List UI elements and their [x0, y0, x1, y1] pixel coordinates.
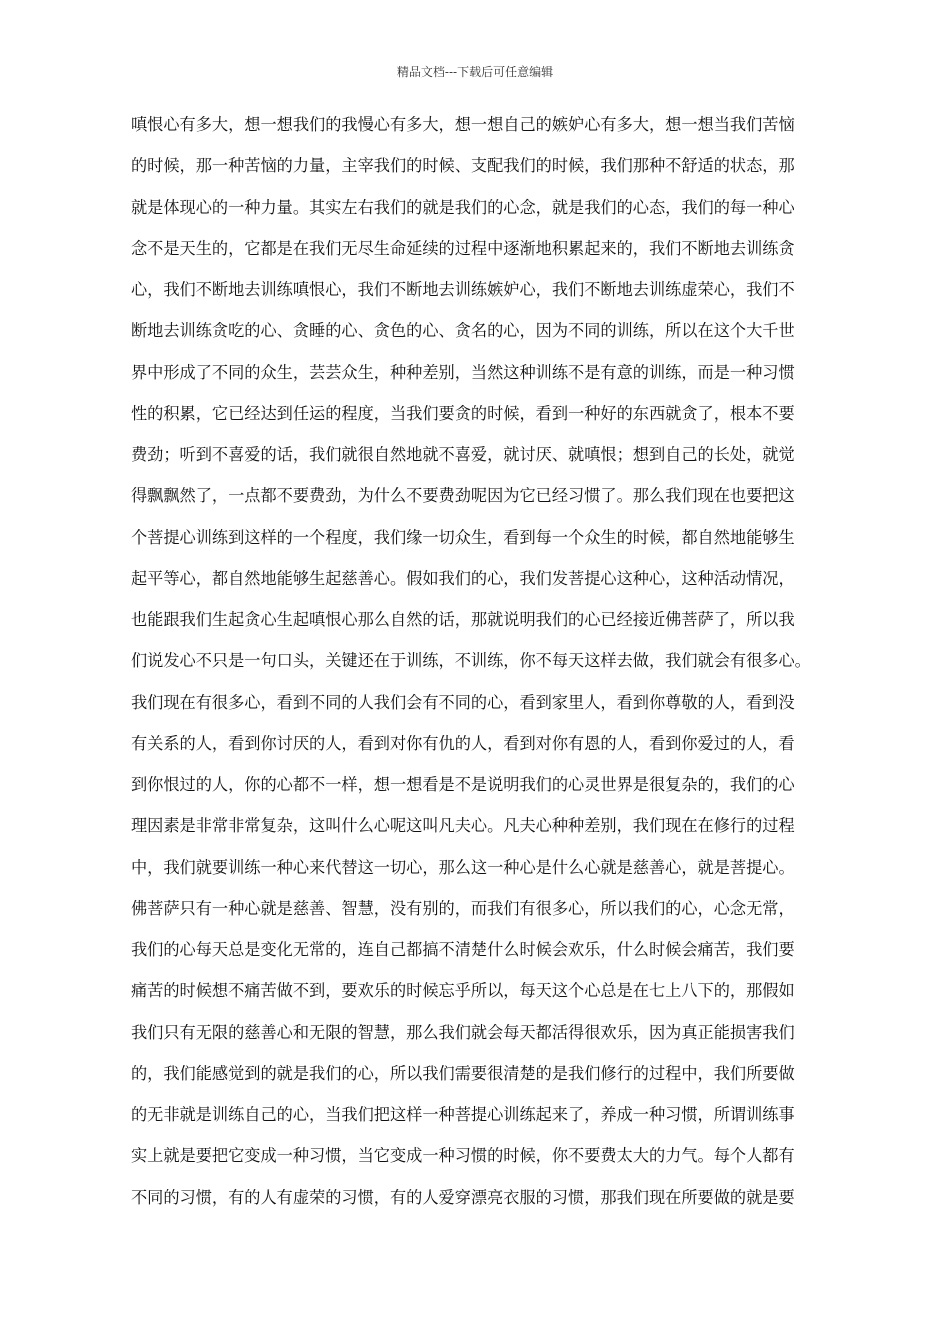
text-line: 中，我们就要训练一种心来代替这一切心，那么这一种心是什么心就是慈善心，就是菩提心。: [131, 857, 795, 877]
text-line: 心，我们不断地去训练嗔恨心，我们不断地去训练嫉妒心，我们不断地去训练虚荣心，我们不: [131, 280, 795, 299]
text-line: 嗔恨心有多大，想一想我们的我慢心有多大，想一想自己的嫉妒心有多大，想一想当我们苦恼: [131, 115, 795, 134]
text-line: 断地去训练贪吃的心、贪睡的心、贪色的心、贪名的心，因为不同的训练，所以在这个大千世: [131, 321, 795, 341]
text-line: 理因素是非常非常复杂，这叫什么心呢这叫凡夫心。凡夫心种种差别，我们现在在修行的过程: [131, 816, 795, 836]
text-line: 起平等心，都自然地能够生起慈善心。假如我们的心，我们发菩提心这种心，这种活动情况，: [131, 568, 795, 588]
text-line: 个菩提心训练到这样的一个程度，我们缘一切众生，看到每一个众生的时候，都自然地能够生: [131, 527, 795, 547]
text-line: 我们只有无限的慈善心和无限的智慧，那么我们就会每天都活得很欢乐，因为真正能损害我们: [131, 1022, 795, 1042]
page-header: 精品文档---下载后可任意编辑: [396, 65, 554, 79]
text-line: 的无非就是训练自己的心，当我们把这样一种菩提心训练起来了，养成一种习惯，所谓训练事: [131, 1105, 795, 1124]
text-line: 的，我们能感觉到的就是我们的心，所以我们需要很清楚的是我们修行的过程中，我们所要做: [131, 1063, 795, 1083]
text-line: 念不是天生的，它都是在我们无尽生命延续的过程中逐渐地积累起来的，我们不断地去训练贪: [131, 238, 795, 258]
text-line: 佛菩萨只有一种心就是慈善、智慧，没有别的，而我们有很多心，所以我们的心，心念无常，: [131, 898, 795, 918]
text-line: 也能跟我们生起贪心生起嗔恨心那么自然的话，那就说明我们的心已经接近佛菩萨了，所以我: [131, 610, 795, 629]
text-line: 到你恨过的人，你的心都不一样，想一想看是不是说明我们的心灵世界是很复杂的，我们的心: [131, 775, 795, 794]
text-line: 痛苦的时候想不痛苦做不到，要欢乐的时候忘乎所以，每天这个心总是在七上八下的，那假如: [131, 981, 795, 1001]
text-line: 有关系的人，看到你讨厌的人，看到对你有仇的人，看到对你有恩的人，看到你爱过的人，看: [131, 733, 795, 753]
text-line: 费劲；听到不喜爱的话，我们就很自然地就不喜爱，就讨厌、就嗔恨；想到自己的长处，就觉: [131, 445, 795, 464]
text-line: 不同的习惯，有的人有虚荣的习惯，有的人爱穿漂亮衣服的习惯，那我们现在所要做的就是要: [131, 1187, 795, 1207]
text-line: 我们的心每天总是变化无常的，连自己都搞不清楚什么时候会欢乐，什么时候会痛苦，我们要: [131, 940, 795, 959]
text-line: 得飘飘然了，一点都不要费劲，为什么不要费劲呢因为它已经习惯了。那么我们现在也要把这: [131, 486, 795, 506]
document-body: [131, 112, 831, 1226]
text-line: 就是体现心的一种力量。其实左右我们的就是我们的心念，就是我们的心态，我们的每一种心: [131, 197, 795, 217]
text-line: 的时候，那一种苦恼的力量，主宰我们的时候、支配我们的时候，我们那种不舒适的状态，那: [131, 156, 795, 176]
text-line: 界中形成了不同的众生，芸芸众生，种种差别，当然这种训练不是有意的训练，而是一种习惯: [131, 362, 795, 382]
text-line: 性的积累，它已经达到任运的程度，当我们要贪的时候，看到一种好的东西就贪了，根本不要: [131, 403, 795, 423]
text-line: 们说发心不只是一句口头，关键还在于训练，不训练，你不每天这样去做，我们就会有很多心。: [131, 651, 811, 671]
text-line: 我们现在有很多心，看到不同的人我们会有不同的心，看到家里人，看到你尊敬的人，看到没: [131, 692, 795, 712]
text-line: 实上就是要把它变成一种习惯，当它变成一种习惯的时候，你不要费太大的力气。每个人都有: [131, 1146, 795, 1166]
